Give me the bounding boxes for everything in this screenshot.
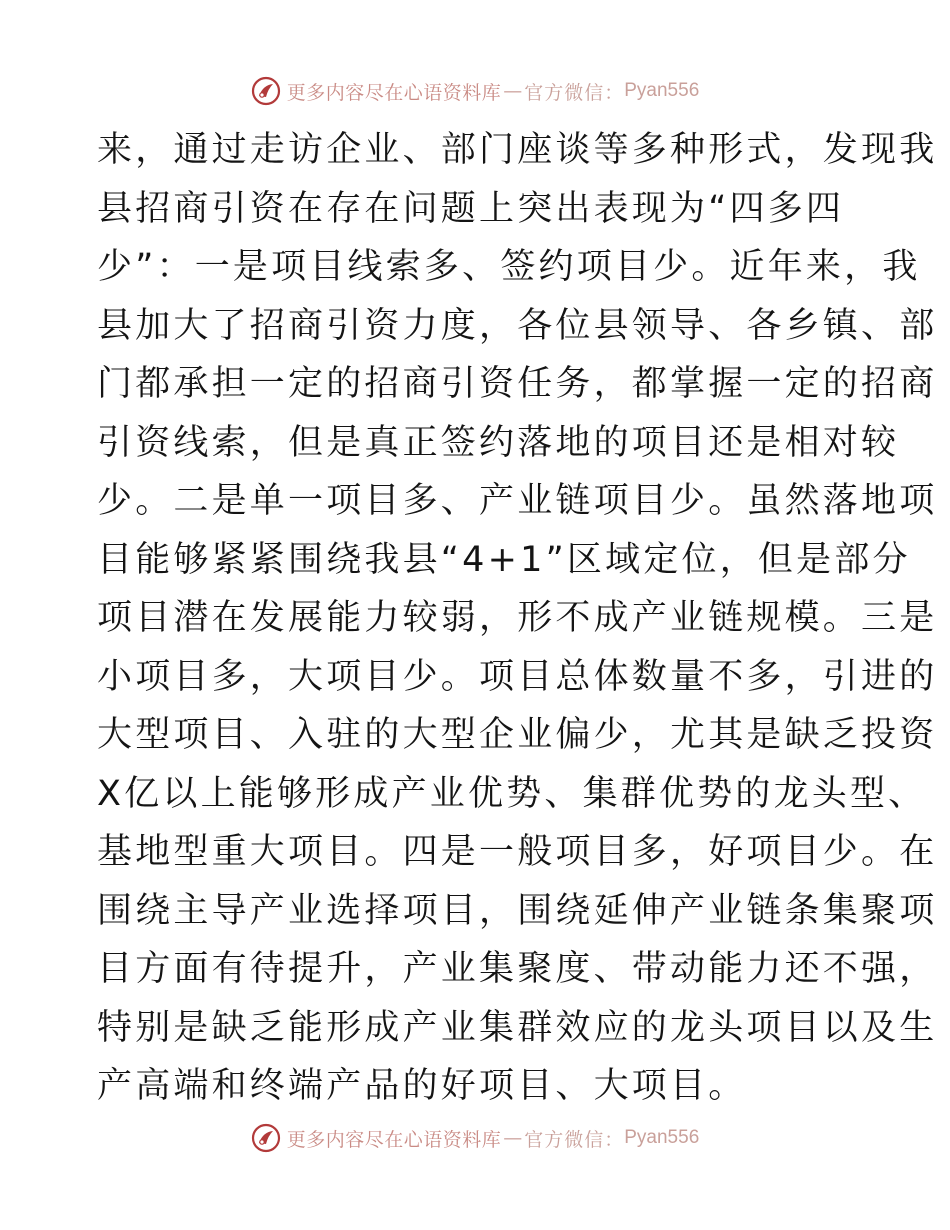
banner-wechat-label: 官方微信：: [524, 1128, 625, 1151]
body-line: 目方面有待提升，产业集聚度、带动能力还不强，: [97, 949, 938, 989]
body-line: 少”：一是项目线索多、签约项目少。近年来，我: [97, 247, 921, 287]
banner-wechat-id: Pyan556: [624, 80, 700, 101]
footer-banner: [0, 1121, 950, 1155]
body-line: 县招商引资在存在问题上突出表现为“四多四: [97, 188, 845, 229]
banner-dash: —: [503, 80, 523, 102]
brand-logo-icon: [251, 1123, 281, 1153]
document-body: [97, 121, 938, 1116]
body-line: 大型项目、入驻的大型企业偏少，尤其是缺乏投资: [97, 715, 938, 755]
body-line: 产高端和终端产品的好项目、大项目。: [97, 1066, 747, 1106]
banner-brand-text: 更多内容尽在心语资料库: [286, 81, 502, 104]
body-line: 特别是缺乏能形成产业集群效应的龙头项目以及生: [97, 1007, 938, 1048]
body-line: 基地型重大项目。四是一般项目多，好项目少。在: [97, 832, 938, 872]
body-line: 来，通过走访企业、部门座谈等多种形式，发现我: [97, 130, 938, 170]
body-line: 引资线索，但是真正签约落地的项目还是相对较: [97, 422, 900, 463]
brand-logo-icon: [251, 76, 281, 106]
banner-brand-text: 更多内容尽在心语资料库: [286, 1128, 502, 1151]
body-line: 门都承担一定的招商引资任务，都掌握一定的招商: [97, 364, 938, 404]
body-line: 县加大了招商引资力度，各位县领导、各乡镇、部: [97, 305, 938, 346]
body-line: 小项目多，大项目少。项目总体数量不多，引进的: [97, 656, 938, 697]
body-line: 少。二是单一项目多、产业链项目少。虽然落地项: [97, 481, 938, 521]
banner-wechat-id: Pyan556: [624, 1127, 700, 1148]
body-line: 围绕主导产业选择项目，围绕延伸产业链条集聚项: [97, 890, 938, 931]
body-line: 目能够紧紧围绕我县“4+1”区域定位，但是部分: [97, 539, 911, 580]
banner-wechat-label: 官方微信：: [524, 81, 625, 104]
body-line: X亿以上能够形成产业优势、集群优势的龙头型、: [97, 773, 927, 814]
banner-dash: —: [503, 1127, 523, 1149]
body-line: 项目潜在发展能力较弱，形不成产业链规模。三是: [97, 598, 938, 638]
header-banner: [0, 74, 950, 108]
